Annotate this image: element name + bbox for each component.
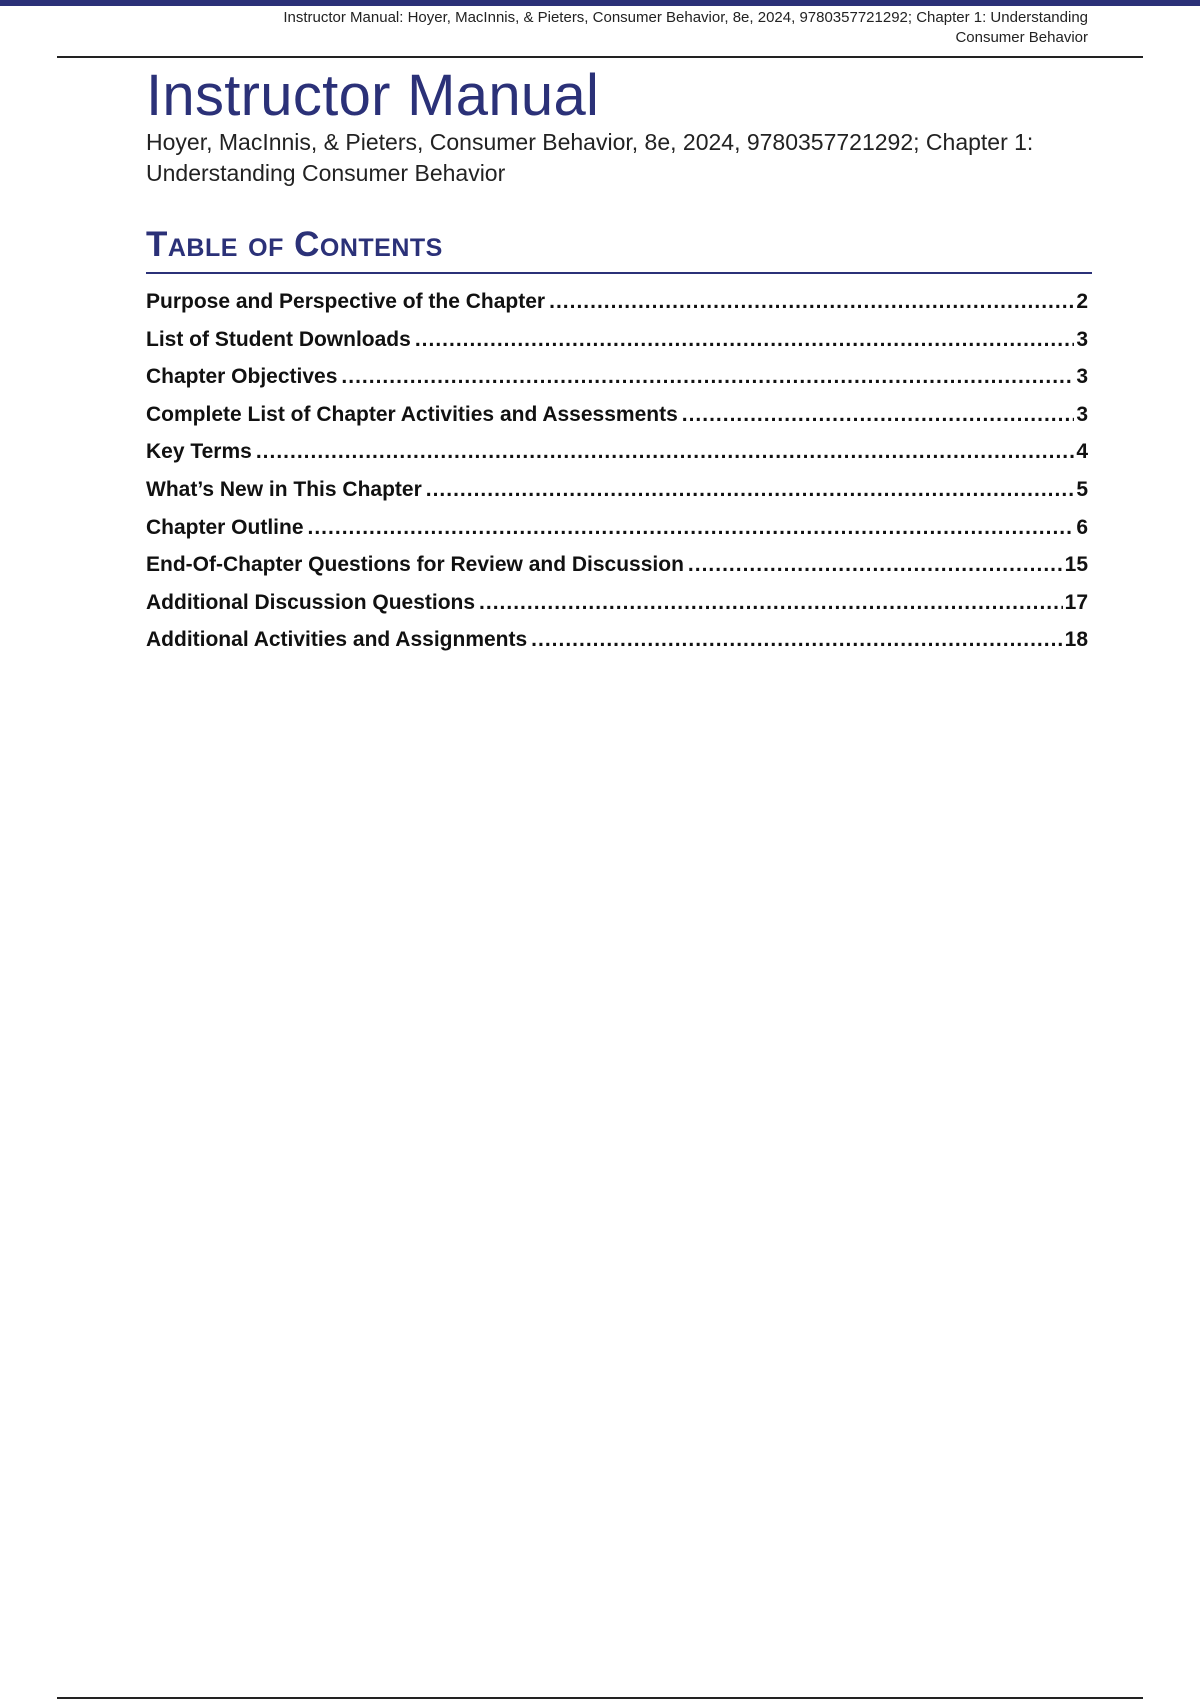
toc-entry-page: 3: [1076, 365, 1088, 389]
toc-entry-label: Complete List of Chapter Activities and Assessments: [146, 402, 678, 426]
toc-dot-leader: [531, 624, 1062, 656]
toc-heading-rule: [146, 272, 1092, 274]
toc-dot-leader: [341, 361, 1074, 393]
toc-dot-leader: [426, 474, 1075, 506]
toc-entry-student-downloads[interactable]: [146, 324, 1088, 362]
toc-entry-label: What’s New in This Chapter: [146, 477, 422, 501]
subtitle-line-2: Understanding Consumer Behavior: [146, 160, 506, 186]
toc-dot-leader: [682, 399, 1075, 431]
running-header-line-2: Consumer Behavior: [955, 29, 1088, 46]
table-of-contents: [146, 286, 1088, 662]
toc-dot-leader: [256, 436, 1074, 468]
top-accent-bar: [0, 0, 1200, 6]
toc-entry-page: 3: [1076, 327, 1088, 351]
toc-entry-page: 4: [1076, 440, 1088, 464]
toc-entry-page: 6: [1076, 515, 1088, 539]
toc-entry-page: 17: [1064, 590, 1088, 614]
toc-entry-activities-and-assessments[interactable]: [146, 399, 1088, 437]
toc-dot-leader: [415, 324, 1074, 356]
toc-dot-leader: [308, 512, 1075, 544]
toc-entry-page: 2: [1076, 290, 1088, 313]
toc-entry-page: 3: [1076, 402, 1088, 426]
toc-entry-label: Chapter Objectives: [146, 365, 338, 389]
toc-entry-whats-new[interactable]: [146, 474, 1088, 512]
toc-entry-purpose-and-perspective[interactable]: [146, 286, 1088, 324]
toc-heading: Table of Contents: [146, 225, 443, 264]
toc-entry-key-terms[interactable]: [146, 436, 1088, 474]
document-title: Instructor Manual: [146, 63, 600, 128]
toc-entry-page: 18: [1064, 628, 1088, 652]
footer-rule: [57, 1697, 1143, 1699]
toc-dot-leader: [549, 286, 1074, 318]
toc-entry-label: End-Of-Chapter Questions for Review and Discussion: [146, 553, 684, 577]
toc-dot-leader: [688, 549, 1063, 581]
toc-dot-leader: [479, 587, 1063, 619]
toc-entry-additional-activities[interactable]: [146, 624, 1088, 662]
running-header-line-1: Instructor Manual: Hoyer, MacInnis, & Pieters, Consumer Behavior, 8e, 2024, 9780357721292; Chapter 1: Understanding: [283, 9, 1088, 26]
toc-entry-page: 5: [1076, 477, 1088, 501]
toc-entry-page: 15: [1064, 553, 1088, 577]
toc-entry-label: Additional Activities and Assignments: [146, 628, 528, 652]
header-rule: [57, 56, 1143, 58]
toc-entry-additional-discussion-questions[interactable]: [146, 587, 1088, 625]
toc-entry-label: Additional Discussion Questions: [146, 590, 476, 614]
toc-entry-label: Chapter Outline: [146, 515, 304, 539]
toc-entry-label: List of Student Downloads: [146, 327, 411, 351]
running-header: [200, 8, 1088, 48]
toc-entry-label: Purpose and Perspective of the Chapter: [146, 290, 546, 313]
toc-entry-label: Key Terms: [146, 440, 252, 464]
toc-entry-end-of-chapter-questions[interactable]: [146, 549, 1088, 587]
document-subtitle: [146, 127, 1096, 189]
toc-entry-chapter-objectives[interactable]: [146, 361, 1088, 399]
subtitle-line-1: Hoyer, MacInnis, & Pieters, Consumer Behavior, 8e, 2024, 9780357721292; Chapter 1:: [146, 129, 1034, 155]
toc-entry-chapter-outline[interactable]: [146, 512, 1088, 550]
